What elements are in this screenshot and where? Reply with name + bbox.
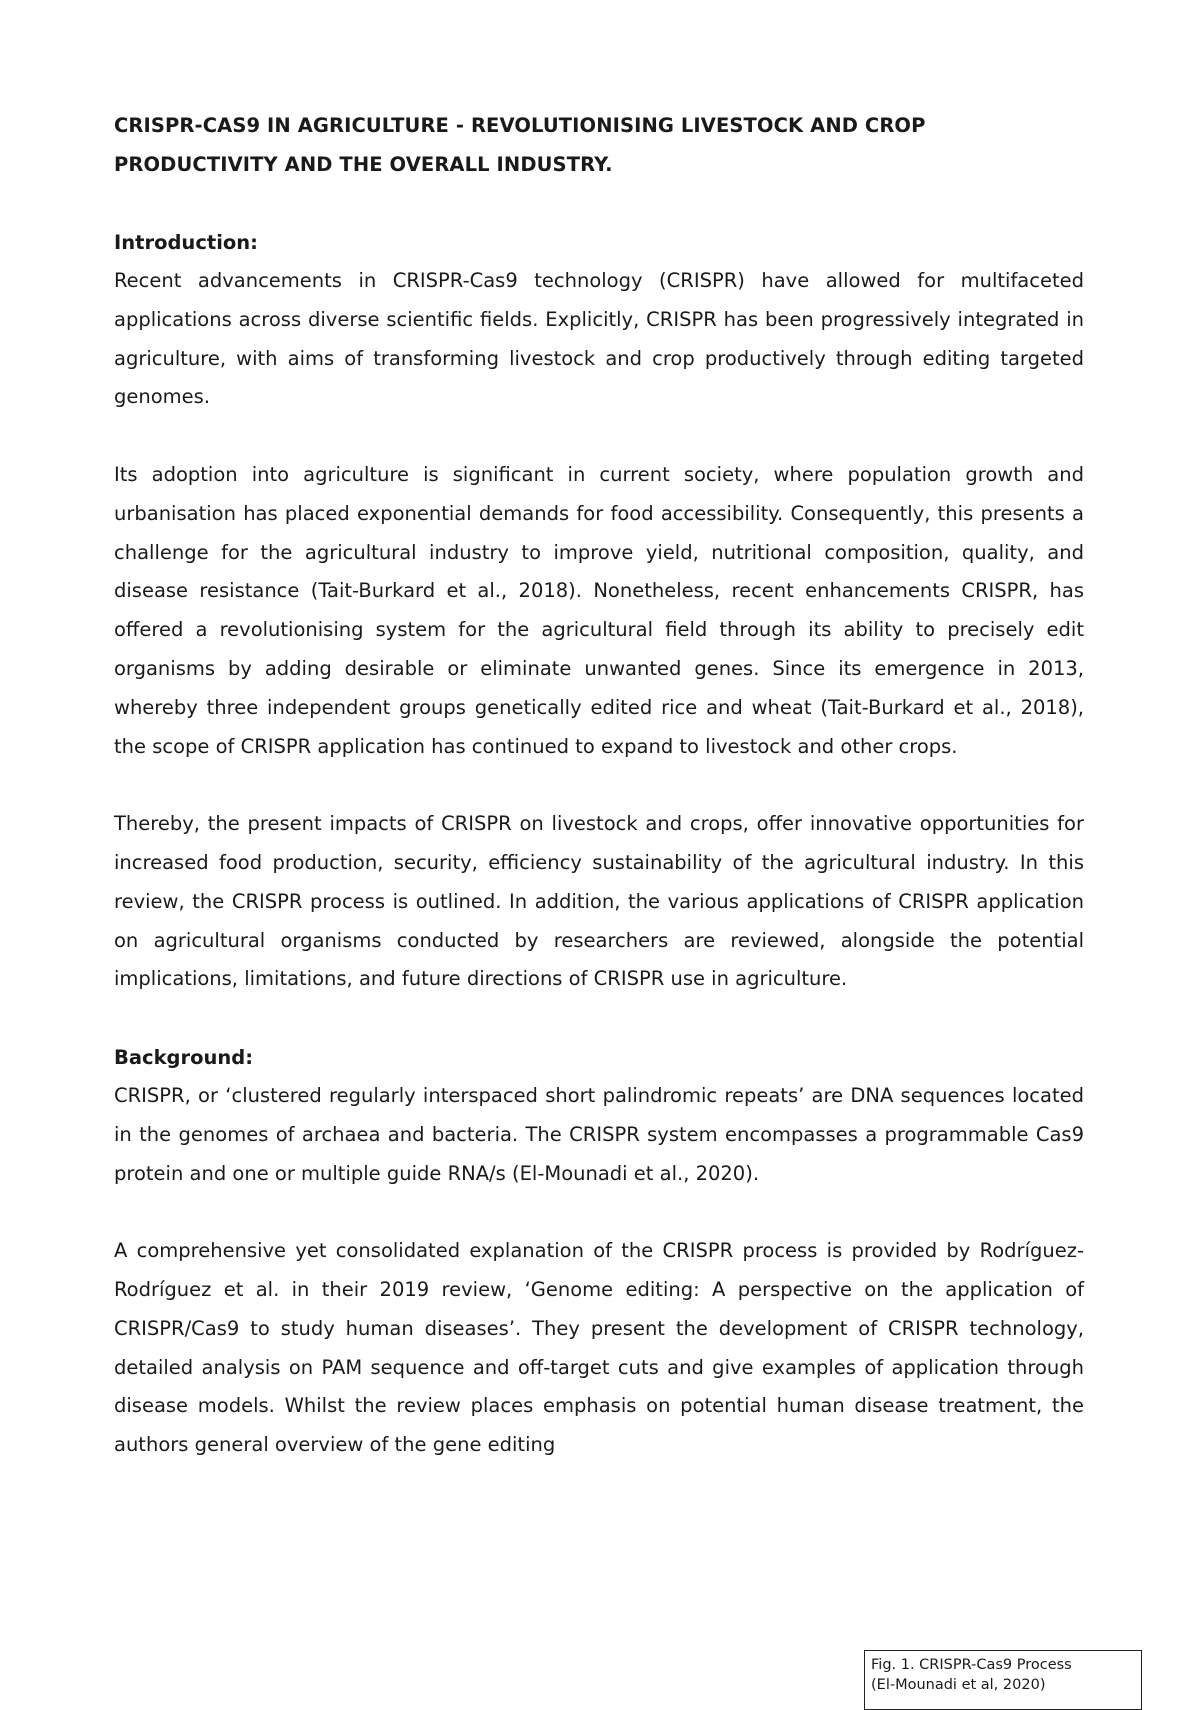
spacer	[114, 766, 1084, 805]
document-body	[114, 106, 1084, 1465]
section-heading-introduction: Introduction:	[114, 231, 258, 254]
spacer	[114, 999, 1084, 1038]
background-paragraph-1: CRISPR, or ‘clustered regularly interspaced short palindromic repeats’ are DNA sequences located in the genomes of archaea and bacteria. The CRISPR system encompasses a programmable Cas9 protein and one or multiple guide RNA/s (El-Mounadi et al., 2020).	[114, 1083, 1084, 1185]
figure-caption-line-1: Fig. 1. CRISPR-Cas9 Process	[871, 1657, 1072, 1673]
figure-caption-box	[864, 1650, 1142, 1710]
document-title: CRISPR-CAS9 IN AGRICULTURE - REVOLUTIONISING LIVESTOCK AND CROP PRODUCTIVITY AND THE OVERALL INDUSTRY.	[114, 114, 926, 176]
introduction-paragraph-1: Recent advancements in CRISPR-Cas9 technology (CRISPR) have allowed for multifaceted applications across diverse scientific fields. Explicitly, CRISPR has been progressively integrated in agriculture, with aims of transforming livestock and crop productively through editing targeted genomes.	[114, 269, 1084, 409]
background-paragraph-2: A comprehensive yet consolidated explanation of the CRISPR process is provided by Rodríguez-Rodríguez et al. in their 2019 review, ‘Genome editing: A perspective on the application of CRISPR/Cas9 to study human diseases’. They present the development of CRISPR technology, detailed analysis on PAM sequence and off-target cuts and give examples of application through disease models. Whilst the review places emphasis on potential human disease treatment, the authors general overview of the gene editing	[114, 1239, 1084, 1457]
spacer	[114, 1193, 1084, 1232]
spacer	[114, 417, 1084, 456]
section-heading-background: Background:	[114, 1045, 254, 1069]
figure-caption-line-2: (El-Mounadi et al, 2020)	[871, 1677, 1046, 1693]
introduction-paragraph-3: Thereby, the present impacts of CRISPR on livestock and crops, offer innovative opportunities for increased food production, security, efficiency sustainability of the agricultural industry. In this review, the CRISPR process is outlined. In addition, the various applications of CRISPR application on agricultural organisms conducted by researchers are reviewed, alongside the potential implications, limitations, and future directions of CRISPR use in agriculture.	[114, 812, 1084, 991]
introduction-paragraph-2: Its adoption into agriculture is significant in current society, where population growth and urbanisation has placed exponential demands for food accessibility. Consequently, this presents a challenge for the agricultural industry to improve yield, nutritional composition, quality, and disease resistance (Tait-Burkard et al., 2018). Nonetheless, recent enhancements CRISPR, has offered a revolutionising system for the agricultural field through its ability to precisely edit organisms by adding desirable or eliminate unwanted genes. Since its emergence in 2013, whereby three independent groups genetically edited rice and wheat (Tait-Burkard et al., 2018), the scope of CRISPR application has continued to expand to livestock and other crops.	[114, 462, 1084, 758]
spacer	[114, 184, 1084, 223]
